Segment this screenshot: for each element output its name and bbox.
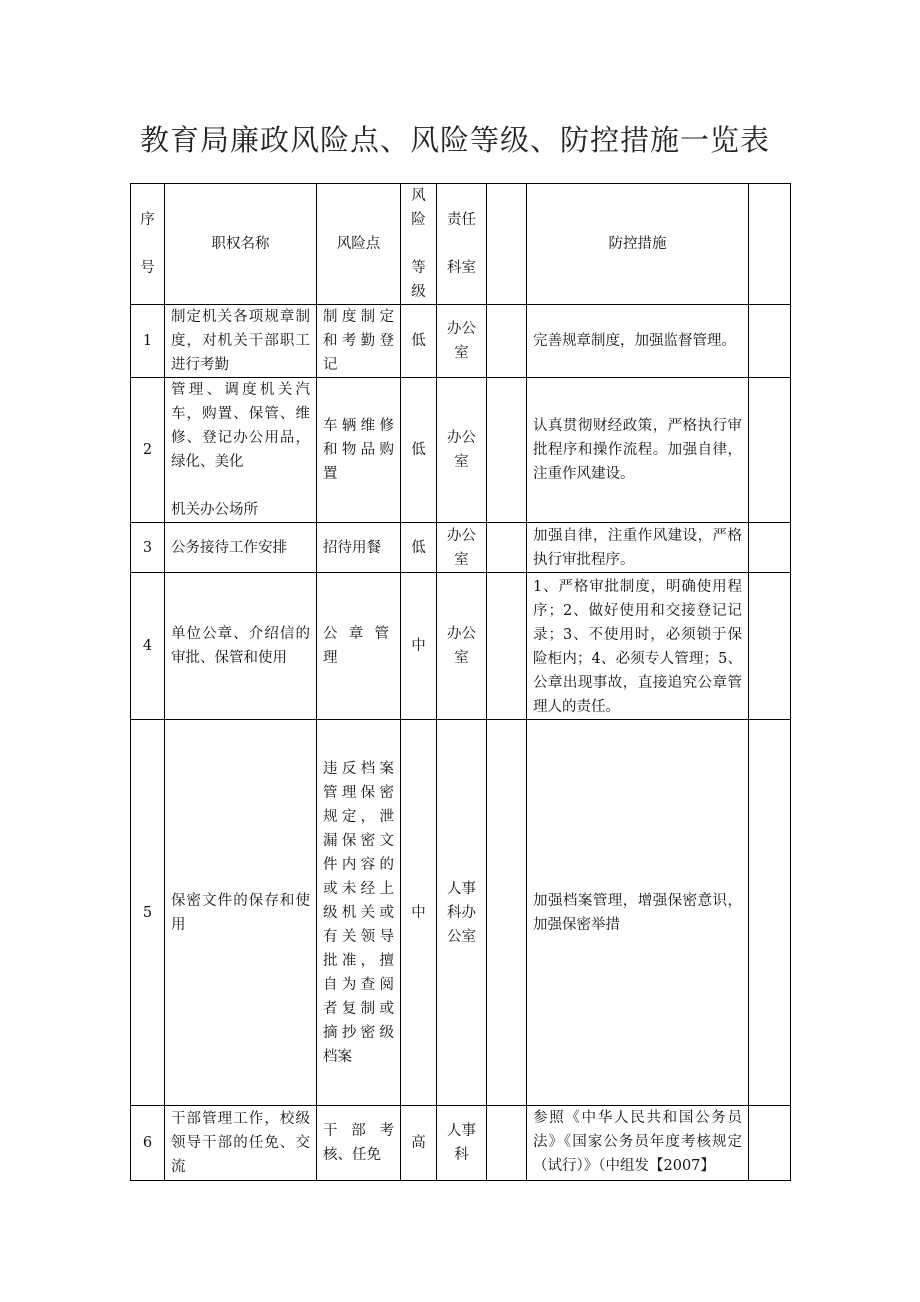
row-blank-2 [749, 305, 791, 378]
row-dept: 人事科 [437, 1106, 487, 1181]
row-dept: 办公室 [437, 378, 487, 523]
row-blank [487, 573, 527, 720]
row-risk: 干部考核、任免 [317, 1106, 401, 1181]
row-blank-2 [749, 523, 791, 573]
row-no: 3 [131, 523, 165, 573]
table-row [131, 305, 791, 378]
row-duty: 公务接待工作安排 [165, 523, 317, 573]
row-blank-2 [749, 720, 791, 1106]
risk-table [130, 183, 791, 1181]
row-duty: 保密文件的保存和使用 [165, 720, 317, 1106]
header-measures: 防控措施 [527, 184, 749, 305]
row-measures: 加强自律，注重作风建设，严格执行审批程序。 [527, 523, 749, 573]
row-measures: 认真贯彻财经政策，严格执行审批程序和操作流程。加强自律，注重作风建设。 [527, 378, 749, 523]
header-blank-2 [749, 184, 791, 305]
row-measures: 1、严格审批制度，明确使用程序；2、做好使用和交接登记记录；3、不使用时，必须锁于保险柜内；4、必须专人管理；5、公章出现事故，直接追究公章管理人的责任。 [527, 573, 749, 720]
row-blank-2 [749, 573, 791, 720]
row-level: 中 [401, 720, 437, 1106]
row-blank [487, 305, 527, 378]
row-dept: 办公室 [437, 573, 487, 720]
row-dept: 办公室 [437, 305, 487, 378]
table-row [131, 1106, 791, 1181]
page-title: 教育局廉政风险点、风险等级、防控措施一览表 [140, 123, 771, 157]
row-level: 低 [401, 523, 437, 573]
row-blank [487, 523, 527, 573]
row-duty: 单位公章、介绍信的审批、保管和使用 [165, 573, 317, 720]
row-blank [487, 720, 527, 1106]
row-level: 高 [401, 1106, 437, 1181]
row-blank [487, 378, 527, 523]
row-no: 2 [131, 378, 165, 523]
table-row [131, 573, 791, 720]
row-no: 5 [131, 720, 165, 1106]
row-dept: 人事科办公室 [437, 720, 487, 1106]
header-duty: 职权名称 [165, 184, 317, 305]
row-duty: 干部管理工作，校级领导干部的任免、交流 [165, 1106, 317, 1181]
row-level: 中 [401, 573, 437, 720]
row-risk: 制度制定和考勤登记 [317, 305, 401, 378]
table-row [131, 378, 791, 523]
header-risk-point: 风险点 [317, 184, 401, 305]
row-no: 1 [131, 305, 165, 378]
header-dept: 责任 科室 [437, 184, 487, 305]
row-risk: 违反档案管理保密规定，泄漏保密文件内容的或未经上级机关或有关领导批准，擅自为查阅者复制或摘抄密级档案 [317, 720, 401, 1106]
row-duty: 管理、调度机关汽车，购置、保管、维修、登记办公用品，绿化、美化 机关办公场所 [165, 378, 317, 523]
row-blank-2 [749, 1106, 791, 1181]
header-no: 序 号 [131, 184, 165, 305]
row-no: 6 [131, 1106, 165, 1181]
row-level: 低 [401, 305, 437, 378]
row-risk: 公章管理 [317, 573, 401, 720]
row-dept: 办公室 [437, 523, 487, 573]
table-row [131, 720, 791, 1106]
table-header-row [131, 184, 791, 305]
row-no: 4 [131, 573, 165, 720]
row-level: 低 [401, 378, 437, 523]
row-blank [487, 1106, 527, 1181]
row-measures: 参照《中华人民共和国公务员法》《国家公务员年度考核规定（试行）》（中组发【2007】 [527, 1106, 749, 1181]
header-blank [487, 184, 527, 305]
row-blank-2 [749, 378, 791, 523]
table-row [131, 523, 791, 573]
row-risk: 车辆维修和物品购置 [317, 378, 401, 523]
header-level: 风 险 等 级 [401, 184, 437, 305]
row-risk: 招待用餐 [317, 523, 401, 573]
row-measures: 完善规章制度，加强监督管理。 [527, 305, 749, 378]
row-measures: 加强档案管理，增强保密意识，加强保密举措 [527, 720, 749, 1106]
row-duty: 制定机关各项规章制度，对机关干部职工进行考勤 [165, 305, 317, 378]
